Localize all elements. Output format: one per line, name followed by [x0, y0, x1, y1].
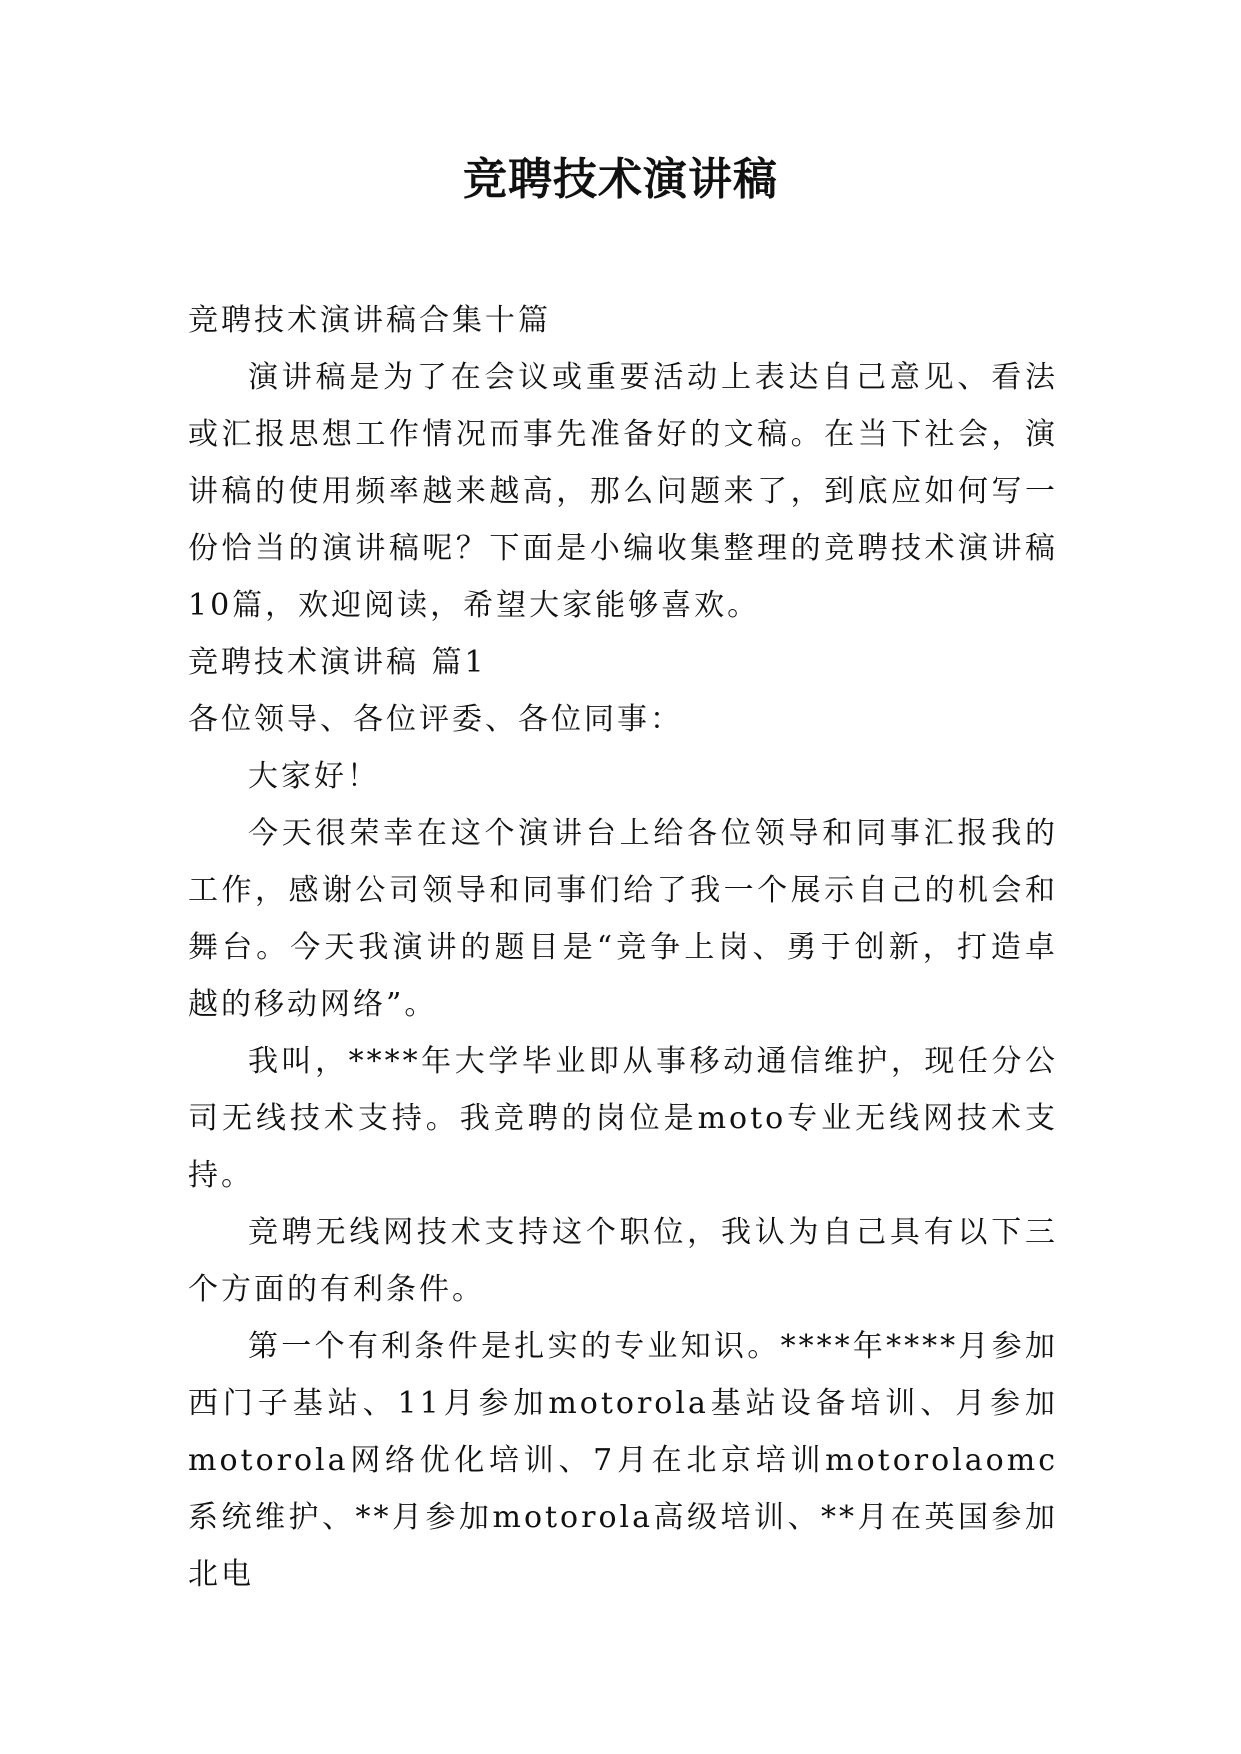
salutation: 各位领导、各位评委、各位同事： — [188, 702, 683, 737]
document-subtitle: 竞聘技术演讲稿合集十篇 — [188, 303, 551, 338]
paragraph: 演讲稿是为了在会议或重要活动上表达自己意见、看法或汇报思想工作情况而事先准备好的文稿。在当下社会，演讲稿的使用频率越来越高，那么问题来了，到底应如何写一份恰当的演讲稿呢？下面是小编收集整理的竞聘技术演讲稿10篇，欢迎阅读，希望大家能够喜欢。 — [188, 360, 1058, 623]
paragraph: 今天很荣幸在这个演讲台上给各位领导和同事汇报我的工作，感谢公司领导和同事们给了我一个展示自己的机会和舞台。今天我演讲的题目是“竞争上岗、勇于创新，打造卓越的移动网络”。 — [188, 816, 1058, 1022]
document-title: 竞聘技术演讲稿 — [463, 154, 778, 205]
paragraph: 竞聘无线网技术支持这个职位，我认为自己具有以下三个方面的有利条件。 — [188, 1215, 1058, 1307]
section-heading: 竞聘技术演讲稿 篇1 — [188, 645, 487, 680]
paragraph: 我叫，****年大学毕业即从事移动通信维护，现任分公司无线技术支持。我竞聘的岗位是moto专业无线网技术支持。 — [188, 1044, 1058, 1193]
greeting: 大家好！ — [248, 759, 380, 794]
document-body — [188, 292, 1058, 1603]
paragraph: 第一个有利条件是扎实的专业知识。****年****月参加西门子基站、11月参加motorola基站设备培训、月参加motorola网络优化培训、7月在北京培训motorolaomc系统维护、**月参加motorola高级培训、**月在英国参加北电 — [188, 1329, 1058, 1592]
